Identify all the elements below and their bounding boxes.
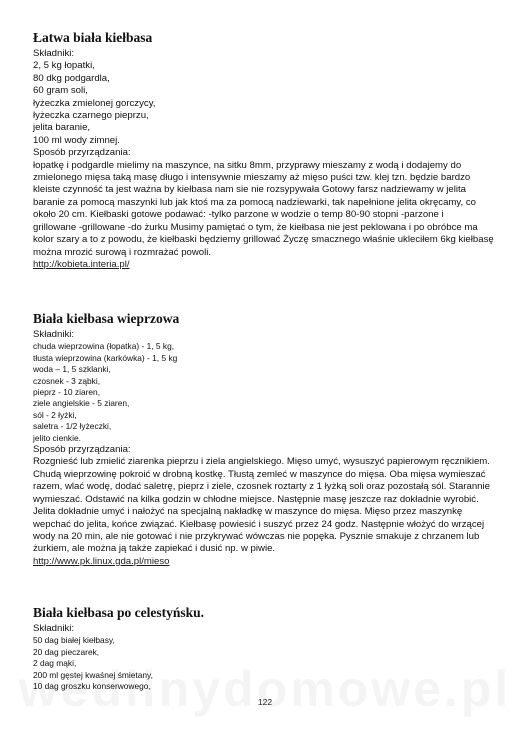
ingredient-item: 50 dag białej kiełbasy, (33, 635, 115, 646)
method-line: Rozgnieść lub zmielić ziarenka pieprzu i ziela angielskiego. Mięso umyć, wysuszyć papierowym ręcznikiem. (33, 456, 490, 468)
ingredients-header: Składniki: (33, 623, 75, 634)
method-line: baranie za pomocą maszynki lub jak ktoś ma za pomocą nadziewarki, tak napełnione jelita okręcamy, co (33, 196, 476, 208)
method-line: około 20 cm. Kiełbaski gotowe podawać: -tylko parzone w wodzie o temp 80-90 stopni -parzone i (33, 209, 444, 221)
method-line: wymieszać. Odstawić na kilka godzin w chłodne miejsce. Następnie masę jeszcze raz dokładnie wyrobić. (33, 493, 479, 505)
recipe-latwa-biala-kielbasa (33, 30, 503, 271)
ingredient-item: czosnek - 3 ząbki, (33, 375, 101, 386)
recipe-title: Łatwa biała kiełbasa (33, 30, 153, 45)
ingredients-header: Składniki: (33, 329, 75, 340)
ingredient-item: chuda wieprzowina (łopatka) - 1, 5 kg, (33, 341, 175, 352)
ingredient-item: 2, 5 kg łopatki, (33, 60, 95, 72)
ingredient-item: łyżeczka czarnego pieprzu, (33, 110, 149, 122)
method-line: Jelita dokładnie umyć i nałożyć na specjalną nakładkę w maszynce do mięsa. Mięso przez maszynkę (33, 506, 463, 518)
method-line: wody na 20 min, ale nie gotować i nie przykrywać wówczas nie popęka. Pysznie smakuje z chrzanem lub (33, 530, 480, 542)
method-line: kleiste czynność ta jest ważna by kiełbasa nam sie nie rozsypywała Gotowy farsz nadziewamy w jelita (33, 184, 466, 196)
ingredient-item: jelito cienkie. (33, 432, 81, 443)
ingredient-item: saletra - 1/2 łyżeczki, (33, 421, 112, 432)
method-line: można mrozić surową i rozmrażać powoli. (33, 246, 212, 258)
method-header: Sposób przyrządzania: (33, 444, 131, 456)
method-header: Sposób przyrządzania: (33, 147, 131, 159)
ingredient-item: ziele angielskie - 5 ziaren, (33, 398, 130, 409)
ingredient-item: 100 ml wody zimnej. (33, 134, 120, 146)
ingredient-item: łyżeczka zmielonej gorczycy, (33, 97, 156, 109)
ingredient-item: 200 ml gęstej kwaśnej śmietany, (33, 669, 153, 680)
method-line: żurkiem, ale można ją także zapiekać i dusić np. w piwie. (33, 543, 276, 555)
method-line: zmielonego mięsa taką masę długo i intensywnie mieszamy aż mięso puści tzw. klej tzn. będzie bardzo (33, 172, 471, 184)
ingredients-header: Składniki: (33, 48, 75, 59)
method-line: kolor szary a to z powodu, że kiełbaski będziemy grillować Życzę smacznego właśnie ukleciłem 6kg kiełbasę (33, 234, 494, 246)
ingredient-item: sól - 2 łyżki, (33, 409, 77, 420)
method-line: grillowane -grillowane -do żurku Musimy pamiętać o tym, że kiełbasa nie jest peklowana i po obróbce ma (33, 221, 478, 233)
recipe-biala-kielbasa-wieprzowa (33, 311, 503, 568)
recipe-biala-kielbasa-po-celestynsku (33, 605, 503, 692)
page-number: 122 (257, 697, 273, 707)
ingredient-item: 20 dag pieczarek, (33, 646, 100, 657)
method-line: Chudą wieprzowinę pokroić w drobną kostkę. Tłustą zemleć w maszynce do mięsa. Oba mięsa wymieszać (33, 468, 486, 480)
source-link[interactable]: http://kobieta.interia.pl/ (33, 258, 130, 270)
source-link[interactable]: http://www.pk.linux.gda.pl/mieso (33, 555, 170, 567)
recipe-title: Biała kiełbasa wieprzowa (33, 311, 180, 326)
ingredient-item: 10 dag groszku konserwowego, (33, 681, 151, 692)
ingredient-item: woda – 1, 5 szklanki, (33, 364, 111, 375)
method-line: wepchać do jelita, końce związać. Kiełbasę powiesić i suszyć przez 24 godz. Następnie włożyć do wrzącej (33, 518, 485, 530)
method-line: razem, wlać wodę, dodać saletrę, pieprz i ziele, czosnek roztarty z 1 łyżką soli oraz pozostałą sól. Starannie (33, 481, 490, 493)
ingredient-item: tłusta wieprzowina (karkówka) - 1, 5 kg (33, 352, 178, 363)
recipe-title: Biała kiełbasa po celestyńsku. (33, 605, 205, 620)
ingredient-item: 80 dkg podgardla, (33, 72, 110, 84)
ingredient-item: 2 dag mąki, (33, 658, 77, 669)
ingredient-item: pieprz - 10 ziaren, (33, 387, 101, 398)
method-line: łopatkę i podgardle mielimy na maszynce, na sitku 8mm, przyprawy mieszamy z wodą i dodajemy do (33, 159, 462, 171)
ingredient-item: 60 gram soli, (33, 85, 88, 97)
ingredient-item: jelita baranie, (33, 122, 91, 134)
